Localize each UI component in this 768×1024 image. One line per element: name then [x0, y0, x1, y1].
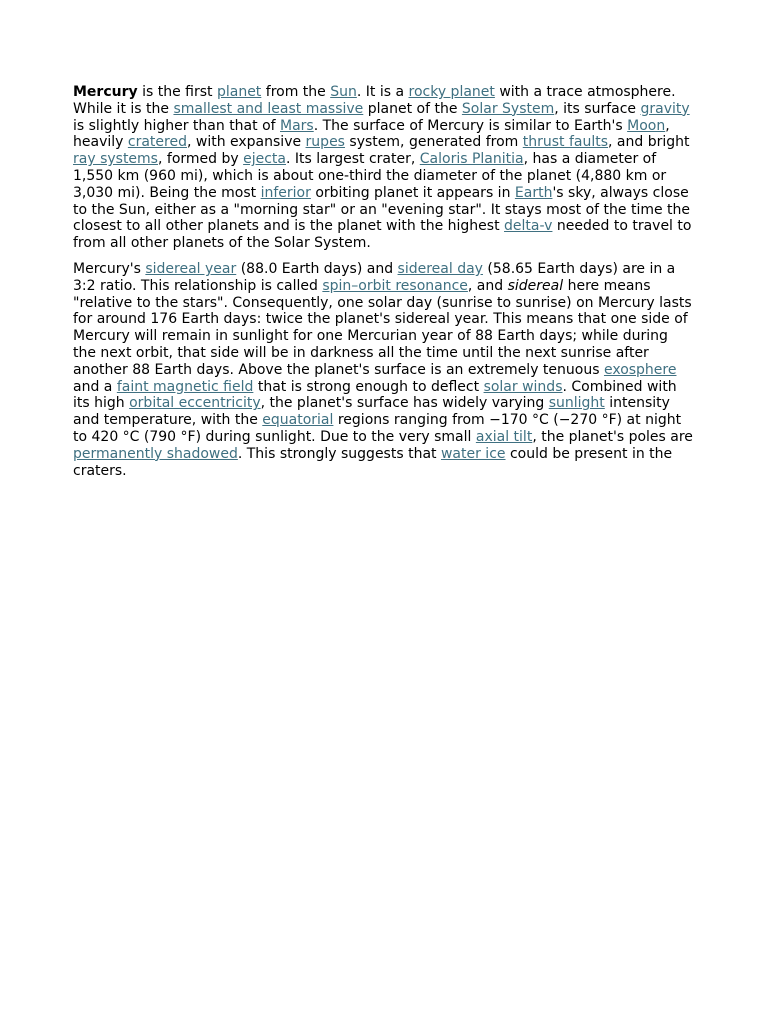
link-ray-systems[interactable]: ray systems — [73, 151, 158, 168]
link-mars[interactable]: Mars — [280, 117, 314, 134]
link-smallest-and-least-massive[interactable]: smallest and least massive — [173, 100, 364, 117]
text-run: orbiting planet it appears in — [310, 184, 515, 201]
link-delta-v[interactable]: delta-v — [504, 218, 553, 235]
text-run: , and — [467, 277, 508, 294]
text-run: that is strong enough to deflect — [253, 378, 484, 395]
text-run: system, generated from — [344, 134, 523, 151]
link-gravity[interactable]: gravity — [640, 100, 690, 117]
intro-paragraph — [73, 84, 695, 252]
link-solar-system[interactable]: Solar System — [461, 100, 555, 117]
link-sun[interactable]: Sun — [330, 84, 357, 100]
link-faint-magnetic-field[interactable]: faint magnetic field — [116, 378, 254, 395]
link-rocky-planet[interactable]: rocky planet — [408, 84, 495, 100]
article-subject: Mercury — [73, 84, 138, 100]
link-equatorial[interactable]: equatorial — [262, 412, 334, 429]
link-caloris-planitia[interactable]: Caloris Planitia — [419, 151, 524, 168]
text-run: , the planet's poles are — [532, 428, 693, 445]
text-run: and a — [73, 378, 117, 395]
text-run: planet of the — [363, 100, 462, 117]
article-body — [73, 84, 695, 488]
text-run: , formed by — [157, 151, 244, 168]
text-run: intensity and temperature, with the — [73, 395, 670, 429]
link-sunlight[interactable]: sunlight — [548, 395, 605, 412]
link-earth[interactable]: Earth — [514, 184, 553, 201]
text-run: is slightly higher than that of — [73, 117, 281, 134]
link-solar-winds[interactable]: solar winds — [483, 378, 563, 395]
link-sidereal-day[interactable]: sidereal day — [397, 260, 483, 277]
text-run: , the planet's surface has widely varying — [260, 395, 549, 412]
link-axial-tilt[interactable]: axial tilt — [475, 428, 533, 445]
text-run: , heavily — [73, 117, 670, 151]
text-run: needed to travel to from all other planets of the Solar System. — [73, 218, 692, 252]
link-rupes[interactable]: rupes — [305, 134, 345, 151]
text-run: (58.65 Earth days) are in a 3:2 ratio. This relationship is called — [73, 260, 676, 294]
text-run: , and bright — [608, 134, 690, 151]
text-run: Mercury's — [73, 260, 146, 277]
link-spin-orbit-resonance[interactable]: spin–orbit resonance — [322, 277, 468, 294]
text-run: , its surface — [554, 100, 641, 117]
text-run: 's sky, always close to the Sun, either as a "morning star" or an "evening star". It stays most of the time the closest to all other planets and is the planet with the highest — [73, 184, 691, 235]
text-run: is the first — [137, 84, 217, 100]
link-sidereal-year[interactable]: sidereal year — [145, 260, 237, 277]
link-exosphere[interactable]: exosphere — [603, 361, 677, 378]
text-run: . This strongly suggests that — [237, 445, 441, 462]
link-moon[interactable]: Moon — [627, 117, 666, 134]
link-inferior[interactable]: inferior — [260, 184, 311, 201]
text-run: with a trace atmosphere. While it is the — [73, 84, 676, 117]
text-run: , with expansive — [186, 134, 306, 151]
text-run: . The surface of Mercury is similar to Earth's — [313, 117, 628, 134]
link-water-ice[interactable]: water ice — [440, 445, 506, 462]
text-run: . Its largest crater, — [286, 151, 420, 168]
text-run: could be present in the craters. — [73, 445, 673, 479]
text-run: from the — [261, 84, 331, 100]
text-run: , has a diameter of 1,550 km (960 mi), which is about one-third the diameter of the planet (4,880 km or 3,030 mi). Being the most — [73, 151, 667, 201]
text-run: . Combined with its high — [73, 378, 677, 412]
link-cratered[interactable]: cratered — [127, 134, 187, 151]
text-run: . It is a — [356, 84, 409, 100]
italic-term-sidereal: sidereal — [507, 277, 564, 294]
text-run: regions ranging from −170 °C (−270 °F) at night to 420 °C (790 °F) during sunlight. Due to the very small — [73, 412, 682, 445]
text-run: (88.0 Earth days) and — [236, 260, 398, 277]
text-run: here means "relative to the stars". Consequently, one solar day (sunrise to sunrise) on Mercury lasts for around 176 Earth days: twice the planet's sidereal year. This means that one side of Mercury will remain in sunlight for one Mercurian year of 88 Earth days; while during the next orbit, that side will be in darkness all the time until the next sunrise after another 88 Earth days. Above the planet's surface is an extremely tenuous — [73, 277, 692, 378]
link-thrust-faults[interactable]: thrust faults — [522, 134, 609, 151]
link-planet[interactable]: planet — [216, 84, 262, 100]
link-permanently-shadowed[interactable]: permanently shadowed — [73, 445, 238, 462]
link-ejecta[interactable]: ejecta — [243, 151, 286, 168]
rotation-paragraph — [73, 261, 695, 479]
link-orbital-eccentricity[interactable]: orbital eccentricity — [129, 395, 261, 412]
